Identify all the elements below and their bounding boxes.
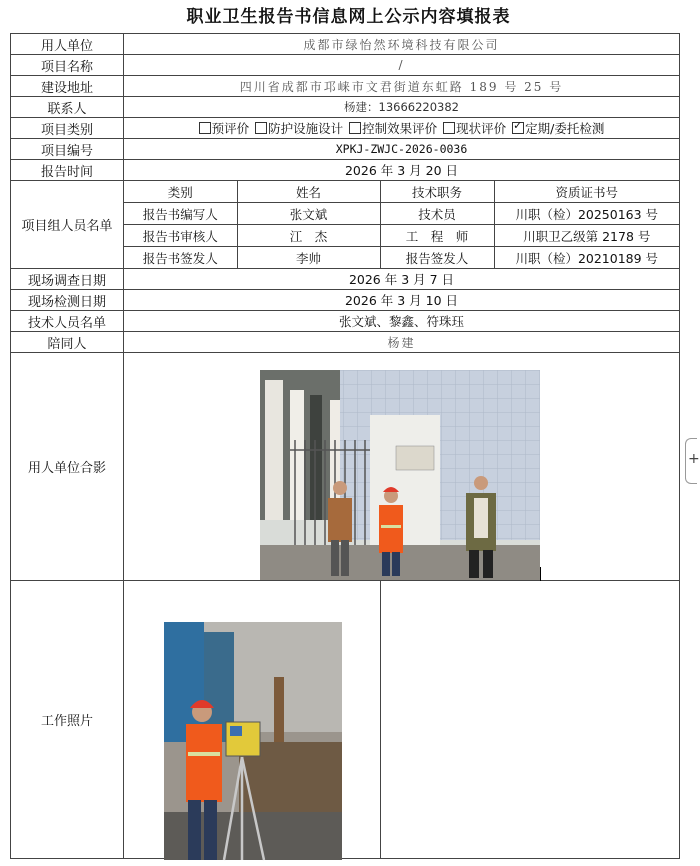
tech-staff-label: 技术人员名单 bbox=[11, 311, 124, 332]
checkbox-protection-design[interactable] bbox=[255, 122, 267, 134]
survey-date-value: 2026 年 3 月 7 日 bbox=[124, 269, 680, 290]
group-photo bbox=[260, 370, 540, 580]
contact-label: 联系人 bbox=[11, 97, 124, 118]
checkbox-control-evaluation[interactable] bbox=[349, 122, 361, 134]
checkbox-periodic-testing[interactable] bbox=[512, 122, 524, 134]
option-status-evaluation[interactable]: 现状评价 bbox=[443, 121, 506, 136]
plus-icon[interactable]: + bbox=[688, 451, 700, 467]
project-name-value: / bbox=[124, 55, 680, 76]
option-control-evaluation[interactable]: 控制效果评价 bbox=[349, 121, 437, 136]
table-row: 报告书编写人 张文斌 技术员 川职（检）20250163 号 bbox=[124, 203, 679, 225]
option-periodic-testing[interactable]: ✓ 定期/委托检测 bbox=[512, 121, 604, 136]
employer-value: 成都市绿怡然环境科技有限公司 bbox=[124, 34, 680, 55]
checkbox-status-evaluation[interactable] bbox=[443, 122, 455, 134]
checkbox-pre-evaluation[interactable] bbox=[199, 122, 211, 134]
companion-label: 陪同人 bbox=[11, 332, 124, 353]
report-time-value: 2026 年 3 月 20 日 bbox=[124, 160, 680, 181]
group-photo-label: 用人单位合影 bbox=[11, 353, 124, 581]
team-cell bbox=[124, 181, 680, 269]
companion-value: 杨建 bbox=[124, 332, 680, 353]
contact-value: 杨建：13666220382 bbox=[124, 97, 680, 118]
project-no-value: XPKJ-ZWJC-2026-0036 bbox=[124, 139, 680, 160]
work-photo-empty-cell bbox=[381, 581, 680, 859]
team-label: 项目组人员名单 bbox=[11, 181, 124, 269]
option-protection-design[interactable]: 防护设施设计 bbox=[255, 121, 343, 136]
project-name-label: 项目名称 bbox=[11, 55, 124, 76]
address-label: 建设地址 bbox=[11, 76, 124, 97]
work-photo bbox=[164, 622, 342, 860]
tech-staff-value: 张文斌、黎鑫、符珠珏 bbox=[124, 311, 680, 332]
report-time-label: 报告时间 bbox=[11, 160, 124, 181]
team-header-cert: 资质证书号 bbox=[494, 181, 679, 203]
table-row: 报告书审核人 江 杰 工 程 师 川职卫乙级第 2178 号 bbox=[124, 225, 679, 247]
team-header-category: 类别 bbox=[124, 181, 237, 203]
address-value: 四川省成都市邛崃市文君街道东虹路 189 号 25 号 bbox=[124, 76, 680, 97]
test-date-label: 现场检测日期 bbox=[11, 290, 124, 311]
team-table bbox=[124, 181, 679, 268]
work-photo-label: 工作照片 bbox=[11, 581, 124, 859]
survey-date-label: 现场调查日期 bbox=[11, 269, 124, 290]
text-cursor bbox=[540, 567, 541, 581]
team-header-name: 姓名 bbox=[237, 181, 380, 203]
project-type-options bbox=[124, 118, 680, 139]
test-date-value: 2026 年 3 月 10 日 bbox=[124, 290, 680, 311]
table-row: 报告书签发人 李帅 报告签发人 川职（检）20210189 号 bbox=[124, 247, 679, 269]
employer-label: 用人单位 bbox=[11, 34, 124, 55]
team-header-title: 技术职务 bbox=[380, 181, 494, 203]
option-pre-evaluation[interactable]: 预评价 bbox=[199, 121, 250, 136]
project-type-label: 项目类别 bbox=[11, 118, 124, 139]
project-no-label: 项目编号 bbox=[11, 139, 124, 160]
form-title: 职业卫生报告书信息网上公示内容填报表 bbox=[186, 7, 511, 27]
